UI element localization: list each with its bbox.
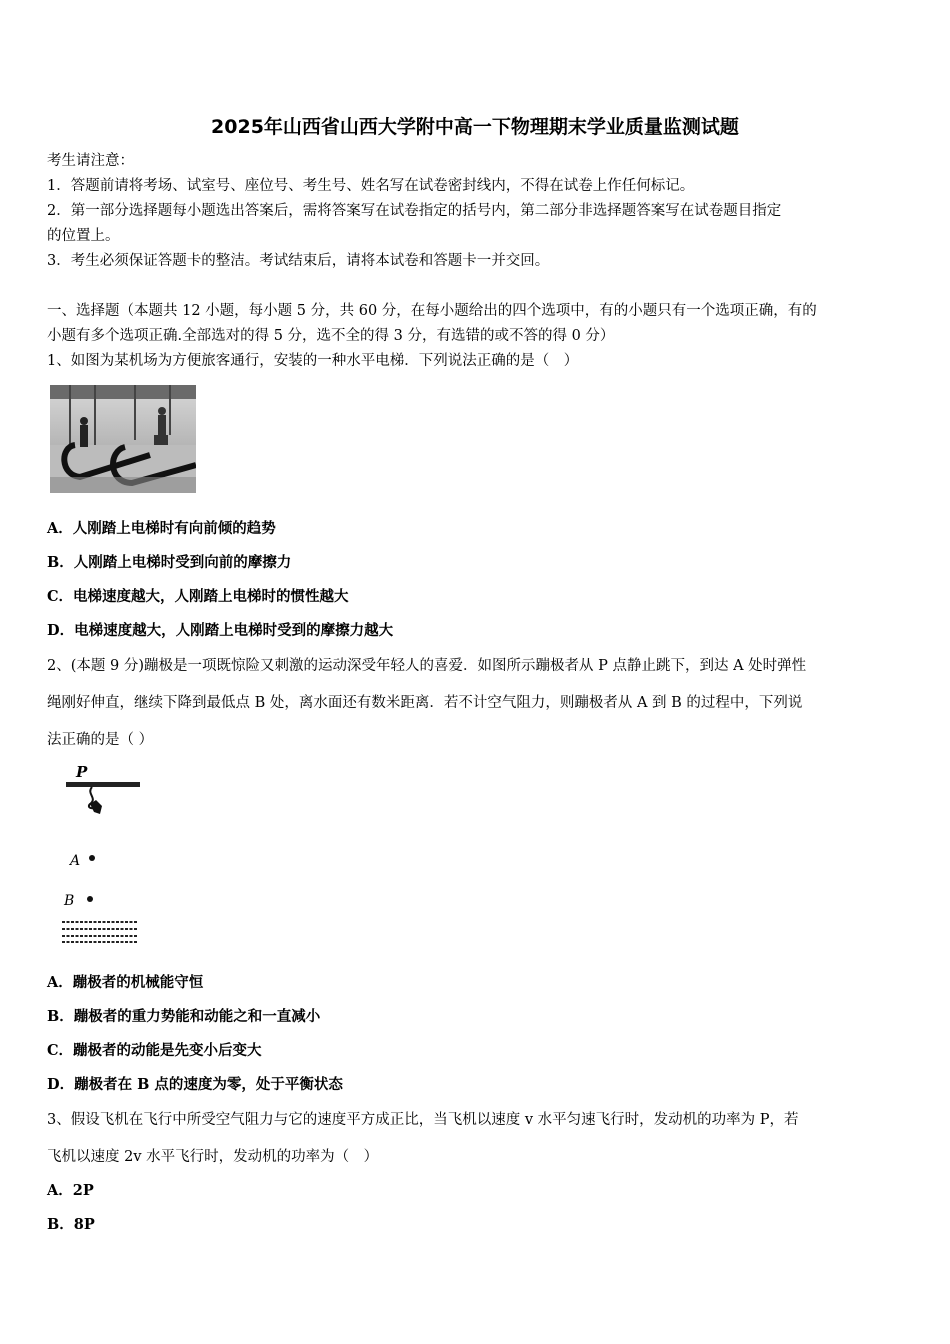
water-surface: [62, 922, 138, 942]
notice-item: 2．第一部分选择题每小题选出答案后，需将答案写在试卷指定的括号内，第二部分非选择题答案写在试卷题目指定: [47, 203, 782, 219]
notice-item: 的位置上。: [47, 228, 120, 244]
q3-stem-line1: 3、假设飞机在飞行中所受空气阻力与它的速度平方成正比，当飞机以速度 v 水平匀速飞行时，发动机的功率为 P，若: [47, 1112, 799, 1128]
q3-option-a: A．2P: [47, 1182, 94, 1199]
q1-stem: 1、如图为某机场为方便旅客通行，安装的一种水平电梯．下列说法正确的是（ ）: [47, 353, 579, 369]
notice-heading: 考生请注意：: [47, 153, 134, 169]
point-a-dot: [89, 855, 95, 861]
q2-stem-line2: 绳刚好伸直，继续下降到最低点 B 处，离水面还有数米距离．若不计空气阻力，则蹦极者从 A 到 B 的过程中，下列说: [47, 695, 803, 711]
q2-option-b: B．蹦极者的重力势能和动能之和一直减小: [47, 1008, 321, 1025]
section-instructions-line2: 小题有多个选项正确.全部选对的得 5 分，选不全的得 3 分，有选错的或不答的得 0 分）: [47, 328, 615, 344]
q1-option-c: C．电梯速度越大，人刚踏上电梯时的惯性越大: [47, 588, 349, 605]
point-p-label: P: [76, 763, 88, 781]
section-instructions-line1: 一、选择题（本题共 12 小题，每小题 5 分，共 60 分，在每小题给出的四个选项中，有的小题只有一个选项正确，有的: [47, 303, 817, 319]
q1-option-d: D．电梯速度越大，人刚踏上电梯时受到的摩擦力越大: [47, 622, 394, 639]
escalator-photo: [50, 385, 196, 493]
q2-stem-line1: 2、(本题 9 分)蹦极是一项既惊险又刺激的运动深受年轻人的喜爱．如图所示蹦极者从 P 点静止跳下，到达 A 处时弹性: [47, 658, 807, 674]
q1-option-b: B．人刚踏上电梯时受到向前的摩擦力: [47, 554, 292, 571]
point-b-dot: [87, 896, 93, 902]
page-title: 2025年山西省山西大学附中高一下物理期末学业质量监测试题: [211, 116, 739, 138]
q2-option-a: A．蹦极者的机械能守恒: [47, 974, 204, 991]
q1-option-a: A．人刚踏上电梯时有向前倾的趋势: [47, 520, 276, 537]
q3-option-b: B．8P: [47, 1216, 95, 1233]
bungee-diagram: [58, 760, 148, 950]
point-a-label: A: [70, 853, 81, 869]
q3-stem-line2: 飞机以速度 2v 水平飞行时，发动机的功率为（ ）: [47, 1149, 379, 1165]
q2-option-d: D．蹦极者在 B 点的速度为零，处于平衡状态: [47, 1076, 343, 1093]
notice-item: 3．考生必须保证答题卡的整洁。考试结束后，请将本试卷和答题卡一并交回。: [47, 253, 550, 269]
q2-stem-line3: 法正确的是（ ）: [47, 732, 154, 748]
notice-item: 1．答题前请将考场、试室号、座位号、考生号、姓名写在试卷密封线内，不得在试卷上作任何标记。: [47, 178, 695, 194]
point-b-label: B: [64, 893, 75, 909]
q2-option-c: C．蹦极者的动能是先变小后变大: [47, 1042, 262, 1059]
